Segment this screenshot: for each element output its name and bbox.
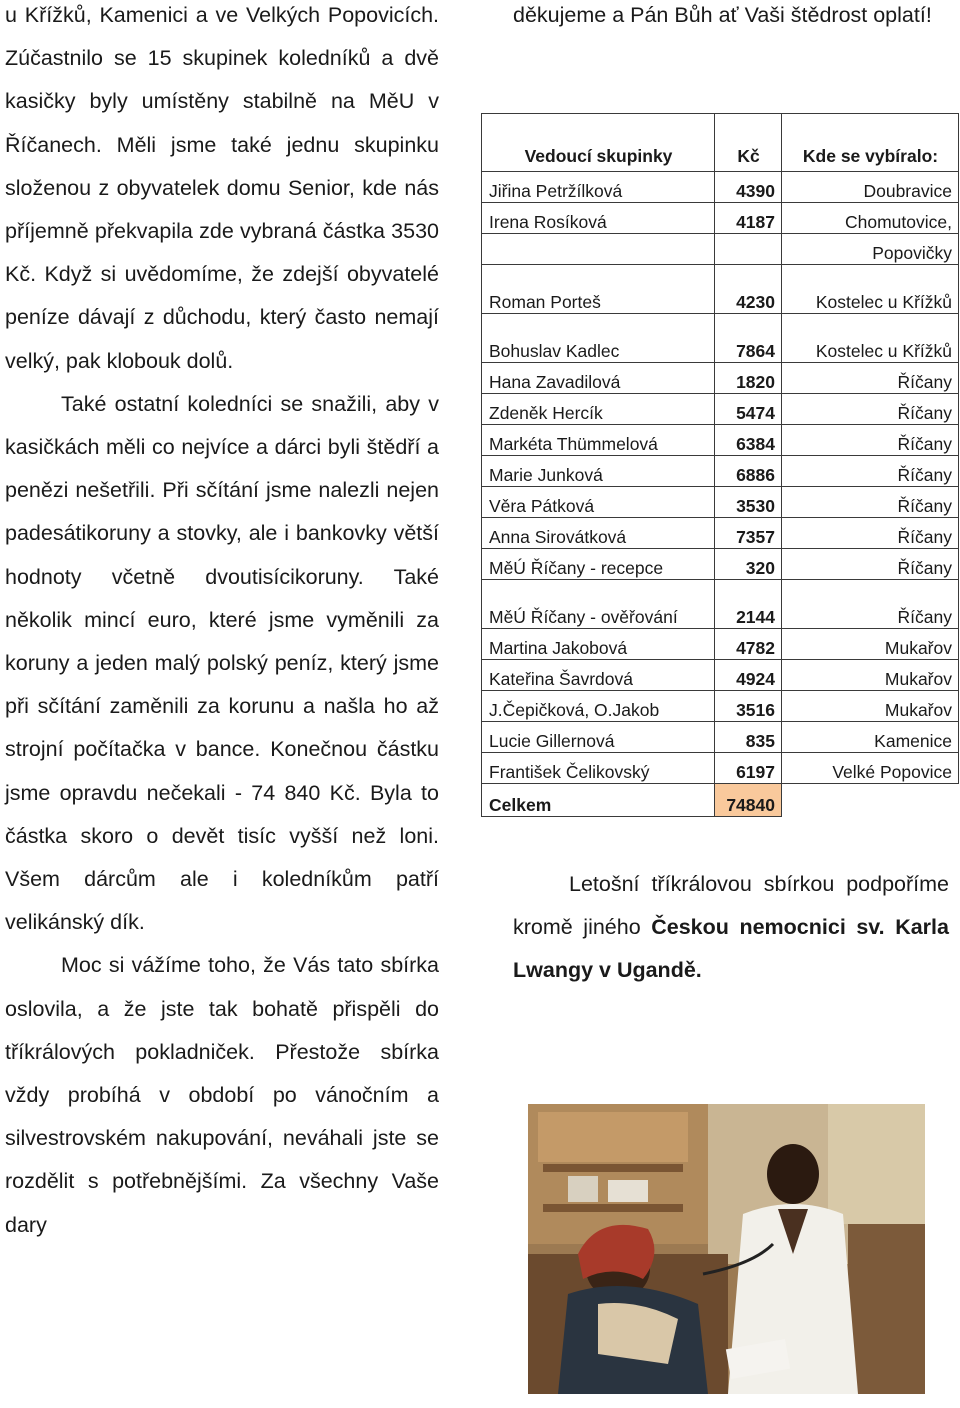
table-row	[482, 549, 959, 580]
leader-cell: Roman Porteš	[482, 265, 715, 314]
leader-cell: Hana Zavadilová	[482, 363, 715, 394]
table-row	[482, 265, 959, 314]
amount-cell: 4390	[715, 172, 782, 203]
table-row	[482, 580, 959, 629]
table-body	[482, 172, 959, 817]
place-cell: Říčany	[782, 425, 959, 456]
amount-cell: 835	[715, 722, 782, 753]
place-cell: Říčany	[782, 580, 959, 629]
support-paragraph	[513, 863, 949, 993]
place-cell: Říčany	[782, 518, 959, 549]
table-row	[482, 691, 959, 722]
table-header-row	[482, 114, 959, 172]
right-column	[513, 0, 949, 37]
amount-cell	[715, 234, 782, 265]
leader-cell: Markéta Thümmelová	[482, 425, 715, 456]
table-row	[482, 314, 959, 363]
leader-cell: Irena Rosíková	[482, 203, 715, 234]
place-cell: Doubravice	[782, 172, 959, 203]
amount-cell: 4187	[715, 203, 782, 234]
table-row	[482, 753, 959, 784]
paragraph-1: u Křížků, Kamenici a ve Velkých Popovicích. Zúčastnilo se 15 skupinek koledníků a dvě kasičky byly umístěny stabilně na MěU v Říčanech. Měli jsme také jednu skupinku složenou z obyvatelek domu Senior, kde nás příjemně překvapila zde vybraná částka 3530 Kč. Když si uvědomíme, že zdejší obyvatelé peníze dávají z důchodu, který často nemají velký, pak klobouk dolů.	[5, 3, 439, 373]
place-cell: Říčany	[782, 549, 959, 580]
total-label: Celkem	[482, 784, 715, 817]
table-row	[482, 518, 959, 549]
amount-cell: 1820	[715, 363, 782, 394]
place-cell: Mukařov	[782, 629, 959, 660]
header-leader: Vedoucí skupinky	[482, 114, 715, 172]
thanks-paragraph: děkujeme a Pán Bůh ať Vaši štědrost oplatí!	[513, 3, 932, 27]
leader-cell: Kateřina Šavrdová	[482, 660, 715, 691]
leader-cell: Marie Junková	[482, 456, 715, 487]
support-text	[513, 863, 949, 993]
leader-cell: Lucie Gillernová	[482, 722, 715, 753]
left-column	[5, 0, 439, 1247]
table-total-row	[482, 784, 959, 817]
amount-cell: 4230	[715, 265, 782, 314]
table-row	[482, 629, 959, 660]
hospital-name: Českou nemocnici sv. Karla Lwangy v Ugandě.	[513, 915, 949, 983]
amount-cell: 3530	[715, 487, 782, 518]
leader-cell: Anna Sirovátková	[482, 518, 715, 549]
hospital-photo	[528, 1104, 925, 1394]
leader-cell: Věra Pátková	[482, 487, 715, 518]
table-row	[482, 234, 959, 265]
place-cell: Velké Popovice	[782, 753, 959, 784]
place-cell: Chomutovice,	[782, 203, 959, 234]
leader-cell: J.Čepičková, O.Jakob	[482, 691, 715, 722]
paragraph-3: Moc si vážíme toho, že Vás tato sbírka oslovila, a že jste tak bohatě přispěli do tříkrálových pokladniček. Přestože sbírka vždy probíhá v období po vánočním a silvestrovském nakupování, neváhali jste se rozdělit s potřebnějšími. Za všechny Vaše dary	[5, 953, 439, 1237]
leader-cell: František Čelikovský	[482, 753, 715, 784]
place-cell: Mukařov	[782, 660, 959, 691]
place-cell: Říčany	[782, 456, 959, 487]
amount-cell: 7357	[715, 518, 782, 549]
table-row	[482, 456, 959, 487]
leader-cell: Bohuslav Kadlec	[482, 314, 715, 363]
leader-cell: MěÚ Říčany - ověřování	[482, 580, 715, 629]
support-prefix: Letošní tříkrálovou sbírkou podpoříme kromě jiného	[513, 872, 949, 940]
donations-table	[481, 113, 959, 817]
total-empty-cell	[782, 784, 959, 817]
header-place: Kde se vybíralo:	[782, 114, 959, 172]
amount-cell: 320	[715, 549, 782, 580]
place-cell: Kamenice	[782, 722, 959, 753]
doctor-examining-child-illustration	[528, 1104, 925, 1394]
paragraph-2: Také ostatní koledníci se snažili, aby v kasičkách měli co nejvíce a dárci byli štědří a penězi nešetřili. Při sčítání jsme nalezli nejen padesátikoruny a stovky, ale i bankovky větší hodnoty včetně dvoutisícikoruny. Také několik mincí euro, které jsme vyměnili za koruny a jeden malý polský peníz, který jsme při sčítání zaměnili za korunu a našla ho až strojní počítačka v bance. Konečnou částku jsme opravdu nečekali - 74 840 Kč. Byla to částka skoro o devět tisíc vyšší než loni. Všem dárcům ale i koledníkům patří velikánský dík.	[5, 391, 439, 935]
place-cell: Kostelec u Křížků	[782, 265, 959, 314]
leader-cell	[482, 234, 715, 265]
place-cell: Říčany	[782, 487, 959, 518]
header-amount: Kč	[715, 114, 782, 172]
table-row	[482, 722, 959, 753]
table-row	[482, 172, 959, 203]
leader-cell: Jiřina Petržílková	[482, 172, 715, 203]
amount-cell: 6384	[715, 425, 782, 456]
amount-cell: 4924	[715, 660, 782, 691]
place-cell: Mukařov	[782, 691, 959, 722]
leader-cell: Zdeněk Hercík	[482, 394, 715, 425]
table-row	[482, 394, 959, 425]
amount-cell: 2144	[715, 580, 782, 629]
amount-cell: 6886	[715, 456, 782, 487]
table-row	[482, 660, 959, 691]
total-amount: 74840	[715, 784, 782, 817]
place-cell: Říčany	[782, 394, 959, 425]
table-row	[482, 203, 959, 234]
amount-cell: 3516	[715, 691, 782, 722]
place-cell: Popovičky	[782, 234, 959, 265]
table-row	[482, 425, 959, 456]
place-cell: Říčany	[782, 363, 959, 394]
place-cell: Kostelec u Křížků	[782, 314, 959, 363]
leader-cell: MěÚ Říčany - recepce	[482, 549, 715, 580]
table-row	[482, 487, 959, 518]
amount-cell: 6197	[715, 753, 782, 784]
amount-cell: 4782	[715, 629, 782, 660]
amount-cell: 5474	[715, 394, 782, 425]
amount-cell: 7864	[715, 314, 782, 363]
table-row	[482, 363, 959, 394]
leader-cell: Martina Jakobová	[482, 629, 715, 660]
